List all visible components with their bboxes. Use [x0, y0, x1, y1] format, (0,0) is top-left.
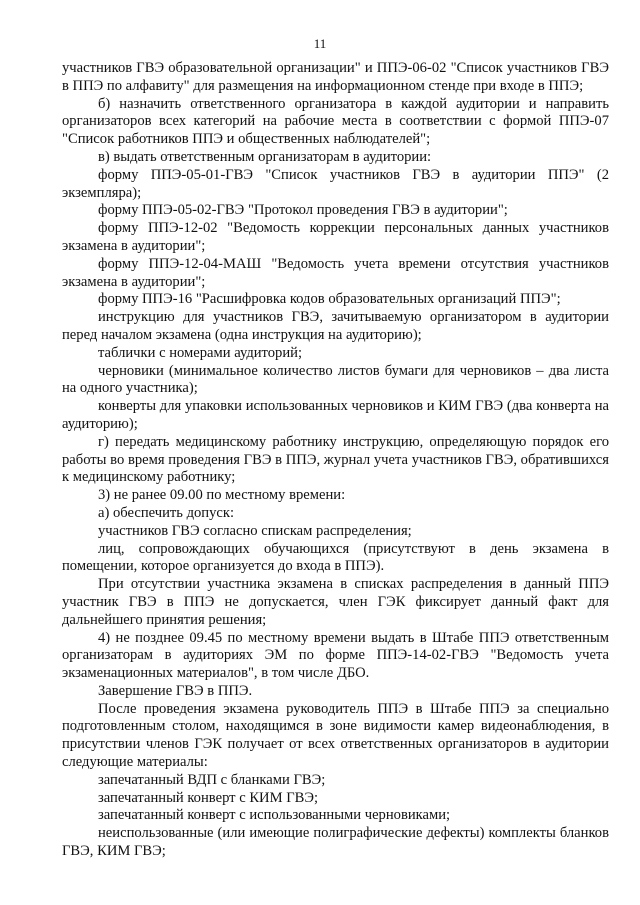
paragraph: черновики (минимальное количество листов бумаги для черновиков – два листа на одного участника);	[62, 362, 609, 397]
paragraph: форму ППЭ-16 "Расшифровка кодов образовательных организаций ППЭ";	[98, 291, 561, 308]
paragraph: запечатанный конверт с КИМ ГВЭ;	[98, 789, 319, 806]
paragraph: 4) не позднее 09.45 по местному времени выдать в Штабе ППЭ ответственным организаторам в аудиториях ЭМ по форме ППЭ-14-02-ГВЭ "Ведомость учета экзаменационных материалов", в том числе ДБО.	[62, 629, 609, 682]
paragraph: участников ГВЭ образовательной организации" и ППЭ-06-02 "Список участников ГВЭ в ППЭ по алфавиту" для размещения на информационном стенде при входе в ППЭ;	[62, 60, 609, 94]
page-number: 11	[313, 36, 327, 51]
paragraph: таблички с номерами аудиторий;	[98, 344, 303, 361]
paragraph: Завершение ГВЭ в ППЭ.	[98, 682, 253, 699]
paragraph: После проведения экзамена руководитель ППЭ в Штабе ППЭ за специально подготовленным столом, находящимся в зоне видимости камер видеонаблюдения, в присутствии членов ГЭК получает от всех ответственных организаторов в аудитории следующие материалы:	[62, 700, 609, 771]
paragraph: запечатанный ВДП с бланками ГВЭ;	[98, 771, 326, 788]
paragraph: а) обеспечить допуск:	[98, 504, 235, 521]
paragraph: форму ППЭ-12-04-МАШ "Ведомость учета времени отсутствия участников экзамена в аудитории";	[62, 255, 609, 290]
paragraph: в) выдать ответственным организаторам в аудитории:	[98, 148, 432, 165]
paragraph: г) передать медицинскому работнику инструкцию, определяющую порядок его работы во время проведения ГВЭ в ППЭ, журнал учета участников ГВЭ, обратившихся к медицинскому работнику;	[62, 433, 609, 486]
paragraph: конверты для упаковки использованных черновиков и КИМ ГВЭ (два конверта на аудиторию);	[62, 398, 609, 432]
paragraph: неиспользованные (или имеющие полиграфические дефекты) комплекты бланков ГВЭ, КИМ ГВЭ;	[62, 825, 609, 860]
paragraph: 3) не ранее 09.00 по местному времени:	[98, 487, 346, 504]
paragraph: форму ППЭ-05-02-ГВЭ "Протокол проведения ГВЭ в аудитории";	[98, 202, 508, 219]
paragraph: б) назначить ответственного организатора в каждой аудитории и направить организаторов всех категорий на рабочие места в соответствии с формой ППЭ-07 "Список работников ППЭ и общественных наблюдателей";	[62, 95, 609, 148]
paragraph: инструкцию для участников ГВЭ, зачитываемую организатором в аудитории перед началом экзамена (одна инструкция на аудиторию);	[62, 309, 609, 343]
paragraph: При отсутствии участника экзамена в списках распределения в данный ППЭ участник ГВЭ в ППЭ не допускается, член ГЭК фиксирует данный факт для дальнейшего принятия решения;	[62, 576, 609, 628]
paragraph: форму ППЭ-12-02 "Ведомость коррекции персональных данных участников экзамена в аудитории";	[62, 220, 609, 254]
paragraph: запечатанный конверт с использованными черновиками;	[98, 807, 451, 824]
paragraph: лиц, сопровождающих обучающихся (присутствуют в день экзамена в помещении, которое организуется до входа в ППЭ).	[62, 540, 609, 575]
document-body	[62, 60, 609, 861]
paragraph: участников ГВЭ согласно спискам распределения;	[98, 522, 412, 539]
paragraph: форму ППЭ-05-01-ГВЭ "Список участников ГВЭ в аудитории ППЭ" (2 экземпляра);	[62, 166, 609, 201]
